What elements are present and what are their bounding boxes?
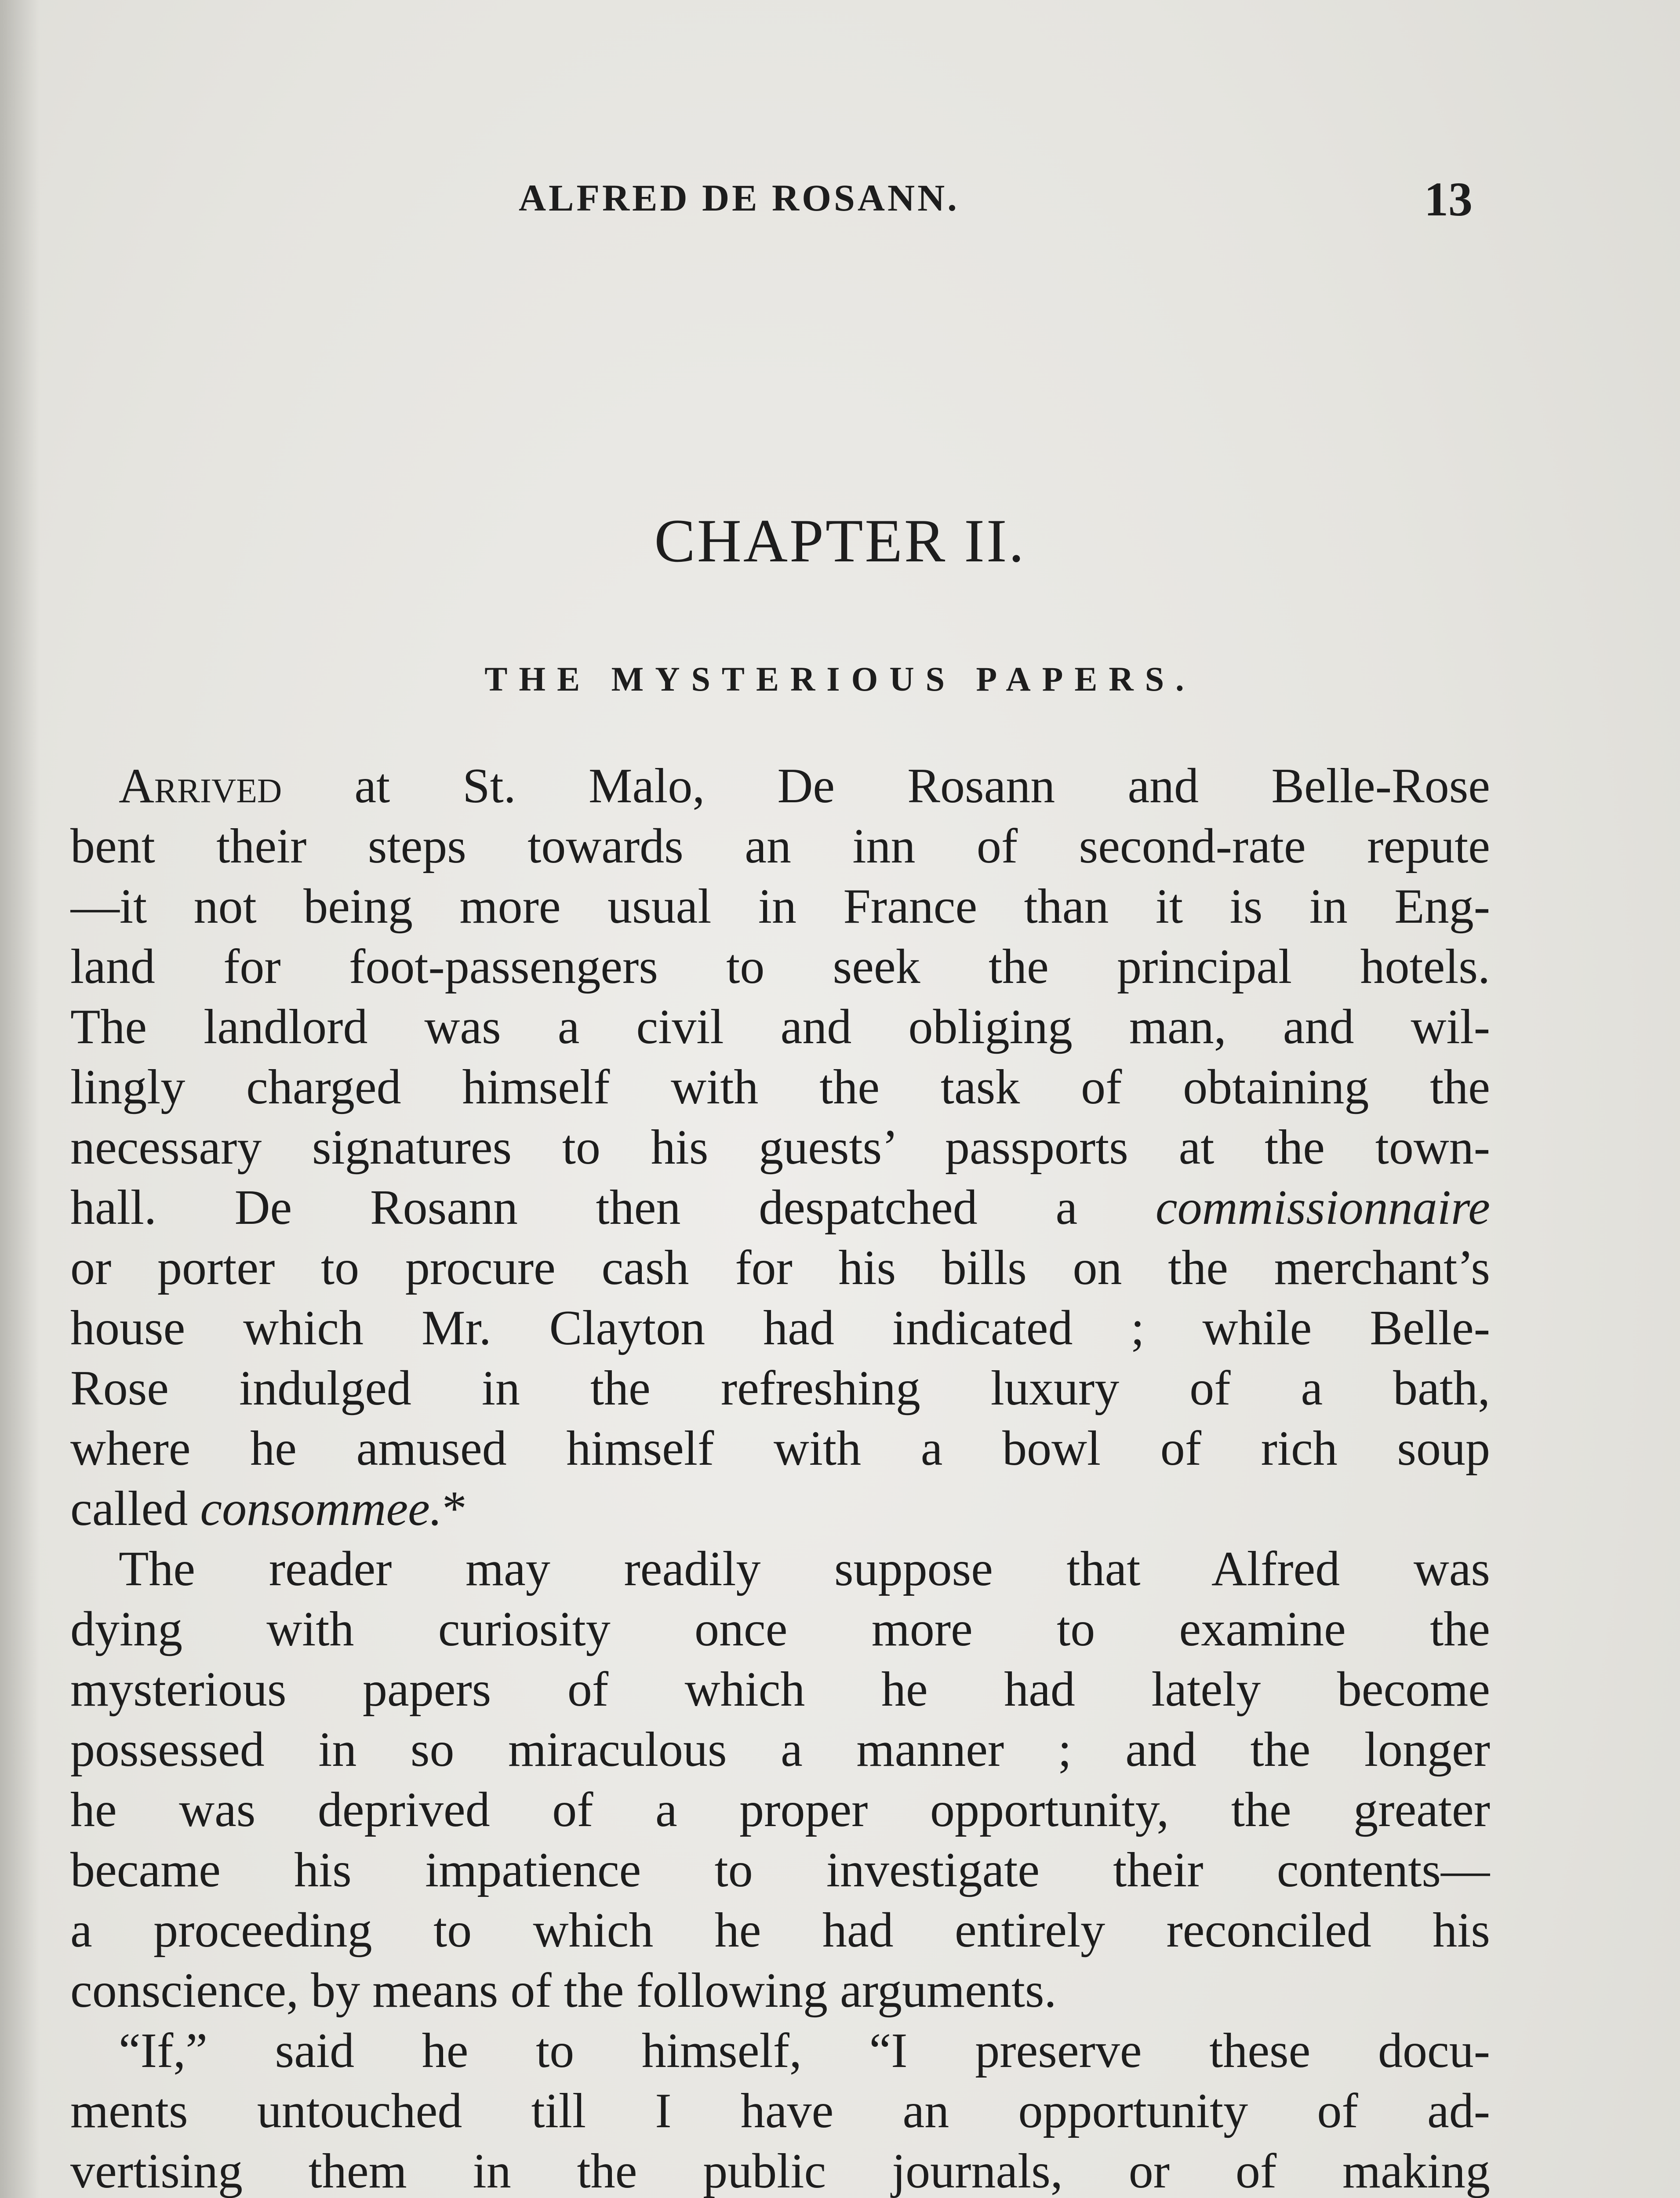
text-line (70, 756, 1490, 816)
chapter-subtitle: THE MYSTERIOUS PAPERS. (484, 660, 1196, 698)
opening-word: Arrived (119, 759, 282, 813)
text-line: land for foot-passengers to seek the principal hotels. (70, 939, 1490, 994)
body-text (70, 756, 1490, 2198)
text-line: conscience, by means of the following arguments. (70, 1963, 1057, 2018)
text-line: mysterious papers of which he had lately become (70, 1662, 1490, 1717)
text-line: —it not being more usual in France than it is in Eng- (70, 879, 1490, 934)
text-line: house which Mr. Clayton had indicated ; while Belle- (70, 1301, 1490, 1355)
text-line: ments untouched till I have an opportunity of ad- (70, 2084, 1490, 2138)
page-number: 13 (1424, 172, 1473, 226)
text-line: The landlord was a civil and obliging man, and wil- (70, 1000, 1490, 1054)
text-span: hall. De Rosann then despatched a (70, 1180, 1156, 1235)
text-line: dying with curiosity once more to examine the (70, 1602, 1490, 1656)
footnote-marker: * (442, 1481, 467, 1536)
text-span: at St. Malo, De Rosann and Belle-Rose (282, 759, 1490, 813)
text-line: Rose indulged in the refreshing luxury of a bath, (70, 1361, 1490, 1416)
text-span: called (70, 1481, 200, 1536)
text-line: a proceeding to which he had entirely reconciled his (70, 1903, 1490, 1958)
spine-shadow (0, 0, 40, 2198)
text-line: bent their steps towards an inn of second-rate repute (70, 819, 1490, 873)
text-line: where he amused himself with a bowl of rich soup (70, 1421, 1490, 1476)
italic-term: consommee. (200, 1481, 442, 1536)
text-line: The reader may readily suppose that Alfred was (119, 1542, 1490, 1596)
paragraph-1 (70, 756, 1490, 1539)
text-line: “If,” said he to himself, “I preserve these docu- (119, 2023, 1490, 2078)
text-line (70, 1178, 1490, 1238)
italic-term: commissionnaire (1155, 1180, 1490, 1235)
paragraph-2 (70, 1539, 1490, 2021)
text-line: lingly charged himself with the task of obtaining the (70, 1060, 1490, 1114)
text-line: he was deprived of a proper opportunity, the greater (70, 1783, 1490, 1837)
running-head: ALFRED DE ROSANN. (519, 177, 960, 219)
text-line: became his impatience to investigate their contents— (70, 1843, 1490, 1897)
text-line: necessary signatures to his guests’ passports at the town- (70, 1120, 1490, 1175)
text-line: possessed in so miraculous a manner ; and the longer (70, 1722, 1490, 1777)
chapter-title: CHAPTER II. (654, 507, 1026, 575)
text-line: vertising them in the public journals, or of making (70, 2144, 1490, 2198)
text-line (70, 1479, 1490, 1539)
paragraph-3 (70, 2021, 1490, 2198)
text-line: or porter to procure cash for his bills on the merchant’s (70, 1241, 1490, 1295)
